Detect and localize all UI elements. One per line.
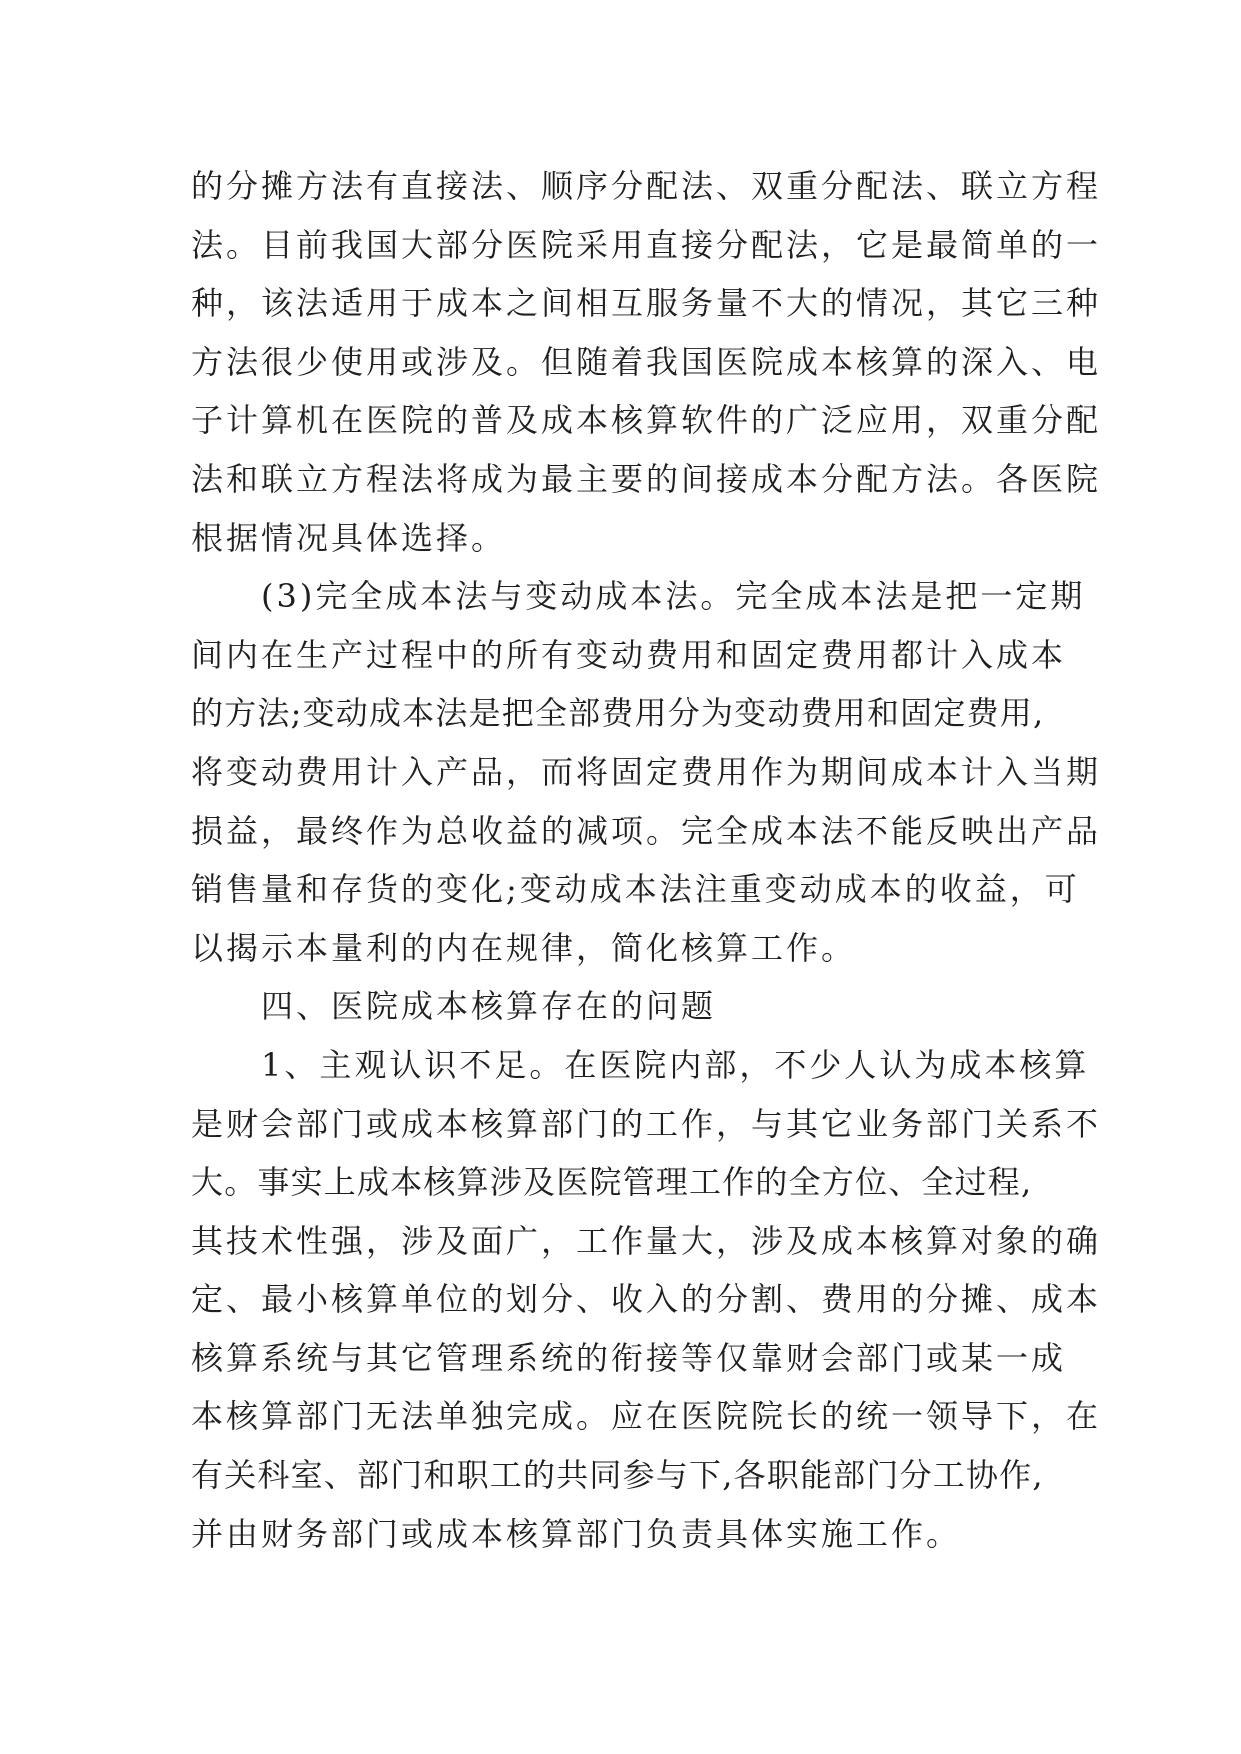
text-line: 有关科室、部门和职工的共同参与下,各职能部门分工协作, (191, 1456, 1044, 1495)
text-line: 法和联立方程法将成为最主要的间接成本分配方法。各医院 (191, 459, 1102, 498)
text-line: 本核算部门无法单独完成。应在医院院长的统一领导下，在 (191, 1397, 1102, 1436)
text-line: 核算系统与其它管理系统的衔接等仅靠财会部门或某一成 (191, 1338, 1067, 1377)
text-line: 的方法;变动成本法是把全部费用分为变动费用和固定费用, (191, 694, 1045, 733)
text-line: 定、最小核算单位的划分、收入的分割、费用的分摊、成本 (191, 1280, 1102, 1319)
text-line: 销售量和存货的变化;变动成本法注重变动成本的收益，可 (191, 870, 1080, 909)
text-line: 其技术性强，涉及面广，工作量大，涉及成本核算对象的确 (191, 1221, 1102, 1260)
body-text (191, 157, 1102, 1563)
text-line: 法。目前我国大部分医院采用直接分配法，它是最简单的一 (191, 225, 1102, 264)
text-line: 是财会部门或成本核算部门的工作，与其它业务部门关系不 (191, 1104, 1102, 1143)
paragraph-start-line: 1、主观认识不足。在医院内部，不少人认为成本核算 (191, 1045, 1090, 1084)
text-line: 的分摊方法有直接法、顺序分配法、双重分配法、联立方程 (191, 167, 1102, 205)
paragraph-start-line: (3)完全成本法与变动成本法。完全成本法是把一定期 (191, 577, 1086, 616)
text-line: 根据情况具体选择。 (191, 518, 507, 557)
text-line: 种，该法适用于成本之间相互服务量不大的情况，其它三种 (191, 284, 1102, 323)
text-line: 子计算机在医院的普及成本核算软件的广泛应用，双重分配 (191, 401, 1102, 440)
text-line: 将变动费用计入产品，而将固定费用作为期间成本计入当期 (191, 752, 1102, 791)
section-heading: 四、医院成本核算存在的问题 (191, 987, 717, 1026)
text-line: 以揭示本量利的内在规律，简化核算工作。 (191, 928, 857, 967)
text-line: 间内在生产过程中的所有变动费用和固定费用都计入成本 (191, 635, 1067, 674)
text-line: 并由财务部门或成本核算部门负责具体实施工作。 (191, 1514, 962, 1553)
text-line: 损益，最终作为总收益的减项。完全成本法不能反映出产品 (191, 811, 1102, 850)
text-line: 方法很少使用或涉及。但随着我国医院成本核算的深入、电 (191, 342, 1102, 381)
text-line: 大。事实上成本核算涉及医院管理工作的全方位、全过程, (191, 1163, 1033, 1202)
